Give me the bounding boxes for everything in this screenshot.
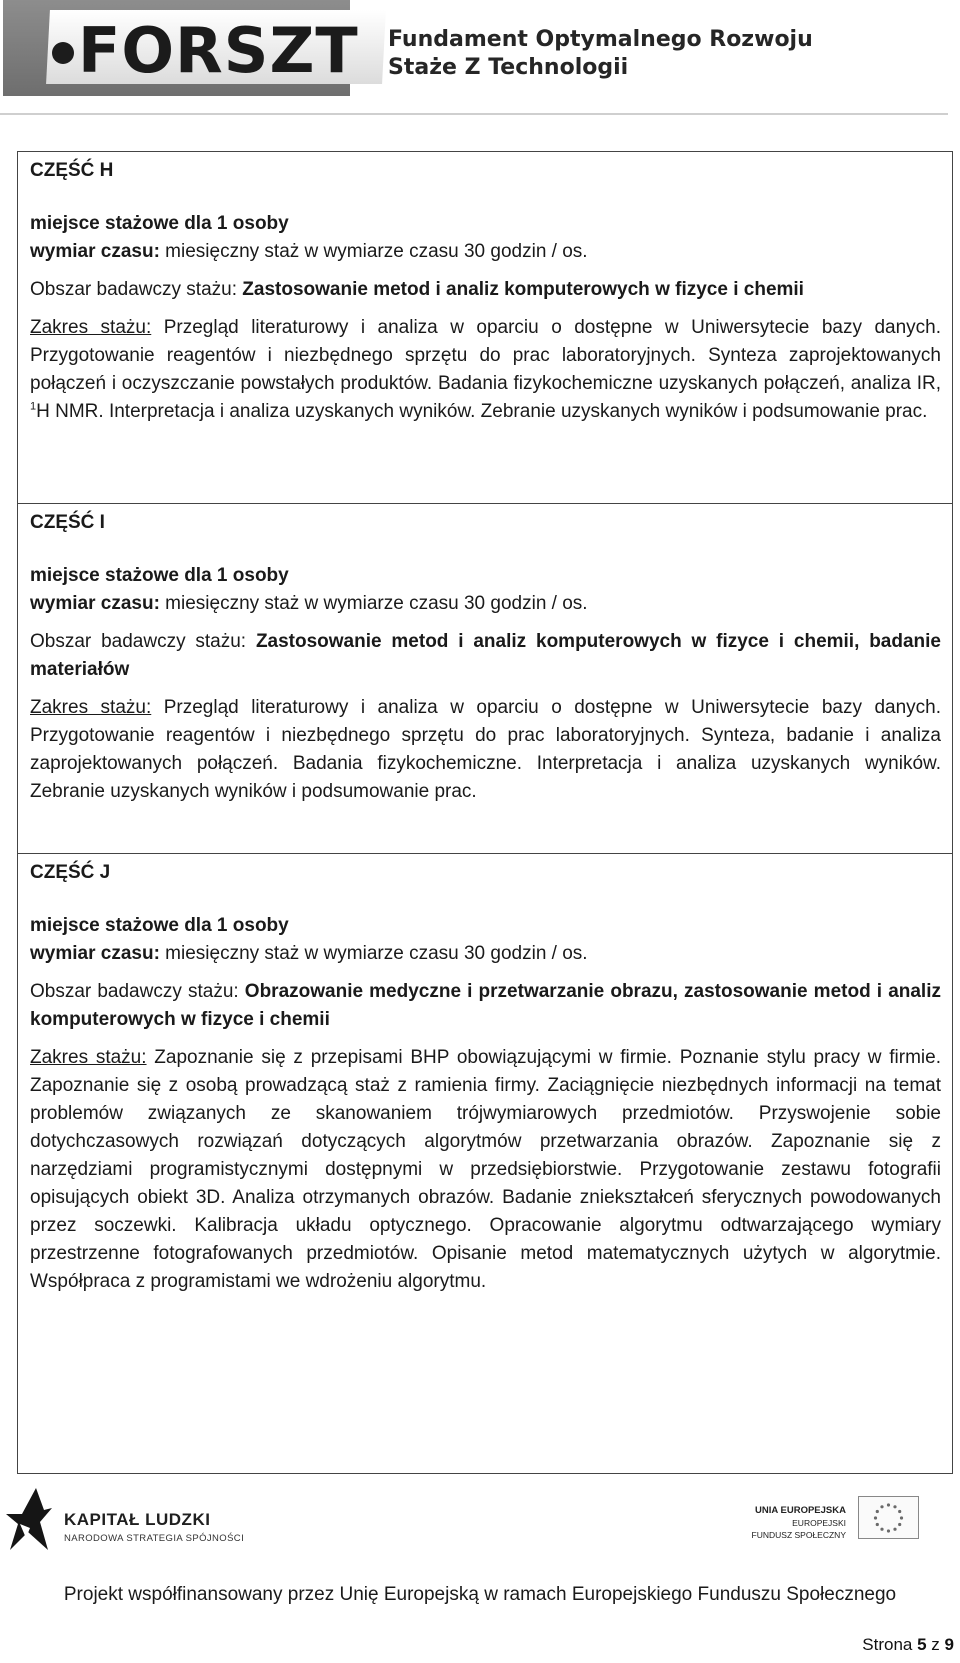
logo-dot-icon [52, 42, 74, 64]
time-value: miesięczny staż w wymiarze czasu 30 godzin / os. [159, 593, 588, 614]
forszt-logo-text: FORSZT [78, 14, 359, 87]
places-line: miejsce stażowe dla 1 osoby [30, 915, 289, 936]
time-label: wymiar czasu: [30, 943, 160, 964]
scope-text-pre: Przegląd literaturowy i analiza w oparciu o dostępne w Uniwersytecie bazy danych. Przygotowanie reagentów i niezbędnego sprzętu do prac laboratoryjnych. Synteza zaprojektowanych połączeń i oczyszczanie powstałych produktów. Badania fizykochemiczne uzyskanych połączeń, analiza IR, [30, 317, 941, 394]
page-prefix: Strona [862, 1635, 918, 1654]
area-line [30, 276, 941, 304]
section-divider [18, 853, 952, 854]
tagline-line-2: Staże Z Technologii [388, 55, 629, 80]
places-line: miejsce stażowe dla 1 osoby [30, 213, 289, 234]
time-line [30, 238, 941, 266]
scope-text: Zapoznanie się z przepisami BHP obowiązującymi w firmie. Poznanie stylu pracy w firmie. Zapoznanie się z osobą prowadzącą staż z ramienia firmy. Zaciągnięcie niezbędnych informacji na temat problemów związanych ze skanowaniem trójwymiarowych przedmiotów. Przyswojenie sobie dotychczasowych rozwiązań dotyczących algorytmów przetwarzania obrazów. Zapoznanie się z narzędziami programistycznymi dostępnymi w przedsiębiorstwie. Przygotowanie zestawu fotografii opisujących obiekt 3D. Analiza otrzymanych obrazów. Badanie zniekształceń sferycznych powodowanych przez soczewki. Kalibracja układu optycznego. Opracowanie algorytmu odtwarzającego wymiary przestrzenne fotografowanych przedmiotów. Opisanie metod matematycznych użytych w algorytmie. Współpraca z programistami we wdrożeniu algorytmu. [30, 1047, 941, 1292]
header-divider [0, 113, 948, 115]
section-j [18, 859, 952, 1296]
time-line [30, 940, 941, 968]
eu-fund-label [752, 1505, 846, 1541]
cofinancing-note: Projekt współfinansowany przez Unię Europejską w ramach Europejskiego Funduszu Społecznego [63, 1584, 897, 1605]
page-number [862, 1635, 954, 1655]
area-label: Obszar badawczy stażu: [30, 279, 243, 300]
scope-text: Przegląd literaturowy i analiza w oparciu o dostępne w Uniwersytecie bazy danych. Przygotowanie reagentów i niezbędnego sprzętu do prac laboratoryjnych. Synteza, badanie i analiza zaprojektowanych połączeń. Badania fizykochemiczne. Interpretacja i analiza uzyskanych wyników. Zebranie uzyskanych wyników i podsumowanie prac. [30, 697, 941, 802]
time-value: miesięczny staż w wymiarze czasu 30 godzin / os. [159, 241, 588, 262]
area-line [30, 978, 941, 1034]
area-value: Obrazowanie medyczne i przetwarzanie obrazu, zastosowanie metod i analiz komputerowych w fizyce i chemii [30, 981, 941, 1030]
time-value: miesięczny staż w wymiarze czasu 30 godzin / os. [159, 943, 588, 964]
scope-label: Zakres stażu: [30, 317, 152, 338]
eu-line-2: EUROPEJSKI [792, 1518, 846, 1528]
page-current: 5 [917, 1635, 927, 1654]
area-value: Zastosowanie metod i analiz komputerowych w fizyce i chemii, badanie materiałów [30, 631, 941, 680]
kapital-ludzki-subtitle: NARODOWA STRATEGIA SPÓJNOŚCI [64, 1533, 245, 1544]
scope-paragraph [30, 314, 941, 426]
sections-table [17, 151, 953, 1474]
scope-label: Zakres stażu: [30, 1047, 147, 1068]
page-mid: z [926, 1635, 945, 1654]
scope-label: Zakres stażu: [30, 697, 152, 718]
eu-flag-icon [858, 1496, 919, 1539]
time-label: wymiar czasu: [30, 241, 160, 262]
kapital-ludzki-star-icon [6, 1488, 52, 1552]
section-title: CZĘŚĆ I [30, 512, 105, 533]
area-label: Obszar badawczy stażu: [30, 981, 245, 1002]
section-h [18, 157, 952, 426]
page-total: 9 [944, 1635, 954, 1654]
area-label: Obszar badawczy stażu: [30, 631, 256, 652]
time-line [30, 590, 941, 618]
area-value: Zastosowanie metod i analiz komputerowych w fizyce i chemii [242, 279, 804, 300]
time-label: wymiar czasu: [30, 593, 160, 614]
scope-superscript: 1 [30, 400, 37, 413]
footer-logos [0, 1480, 960, 1560]
section-i [18, 509, 952, 806]
places-line: miejsce stażowe dla 1 osoby [30, 565, 289, 586]
scope-paragraph [30, 694, 941, 806]
eu-line-1: UNIA EUROPEJSKA [755, 1505, 846, 1516]
kapital-ludzki-title: KAPITAŁ LUDZKI [64, 1510, 211, 1529]
section-title: CZĘŚĆ J [30, 862, 111, 883]
area-line [30, 628, 941, 684]
section-title: CZĘŚĆ H [30, 160, 114, 181]
scope-text-post: H NMR. Interpretacja i analiza uzyskanych wyników. Zebranie uzyskanych wyników i podsumowanie prac. [36, 401, 928, 422]
scope-paragraph [30, 1044, 941, 1296]
eu-line-3: FUNDUSZ SPOŁECZNY [751, 1530, 846, 1540]
section-divider [18, 503, 952, 504]
tagline-line-1: Fundament Optymalnego Rozwoju [388, 27, 813, 52]
header-tagline [388, 26, 813, 82]
page-header [0, 0, 960, 120]
